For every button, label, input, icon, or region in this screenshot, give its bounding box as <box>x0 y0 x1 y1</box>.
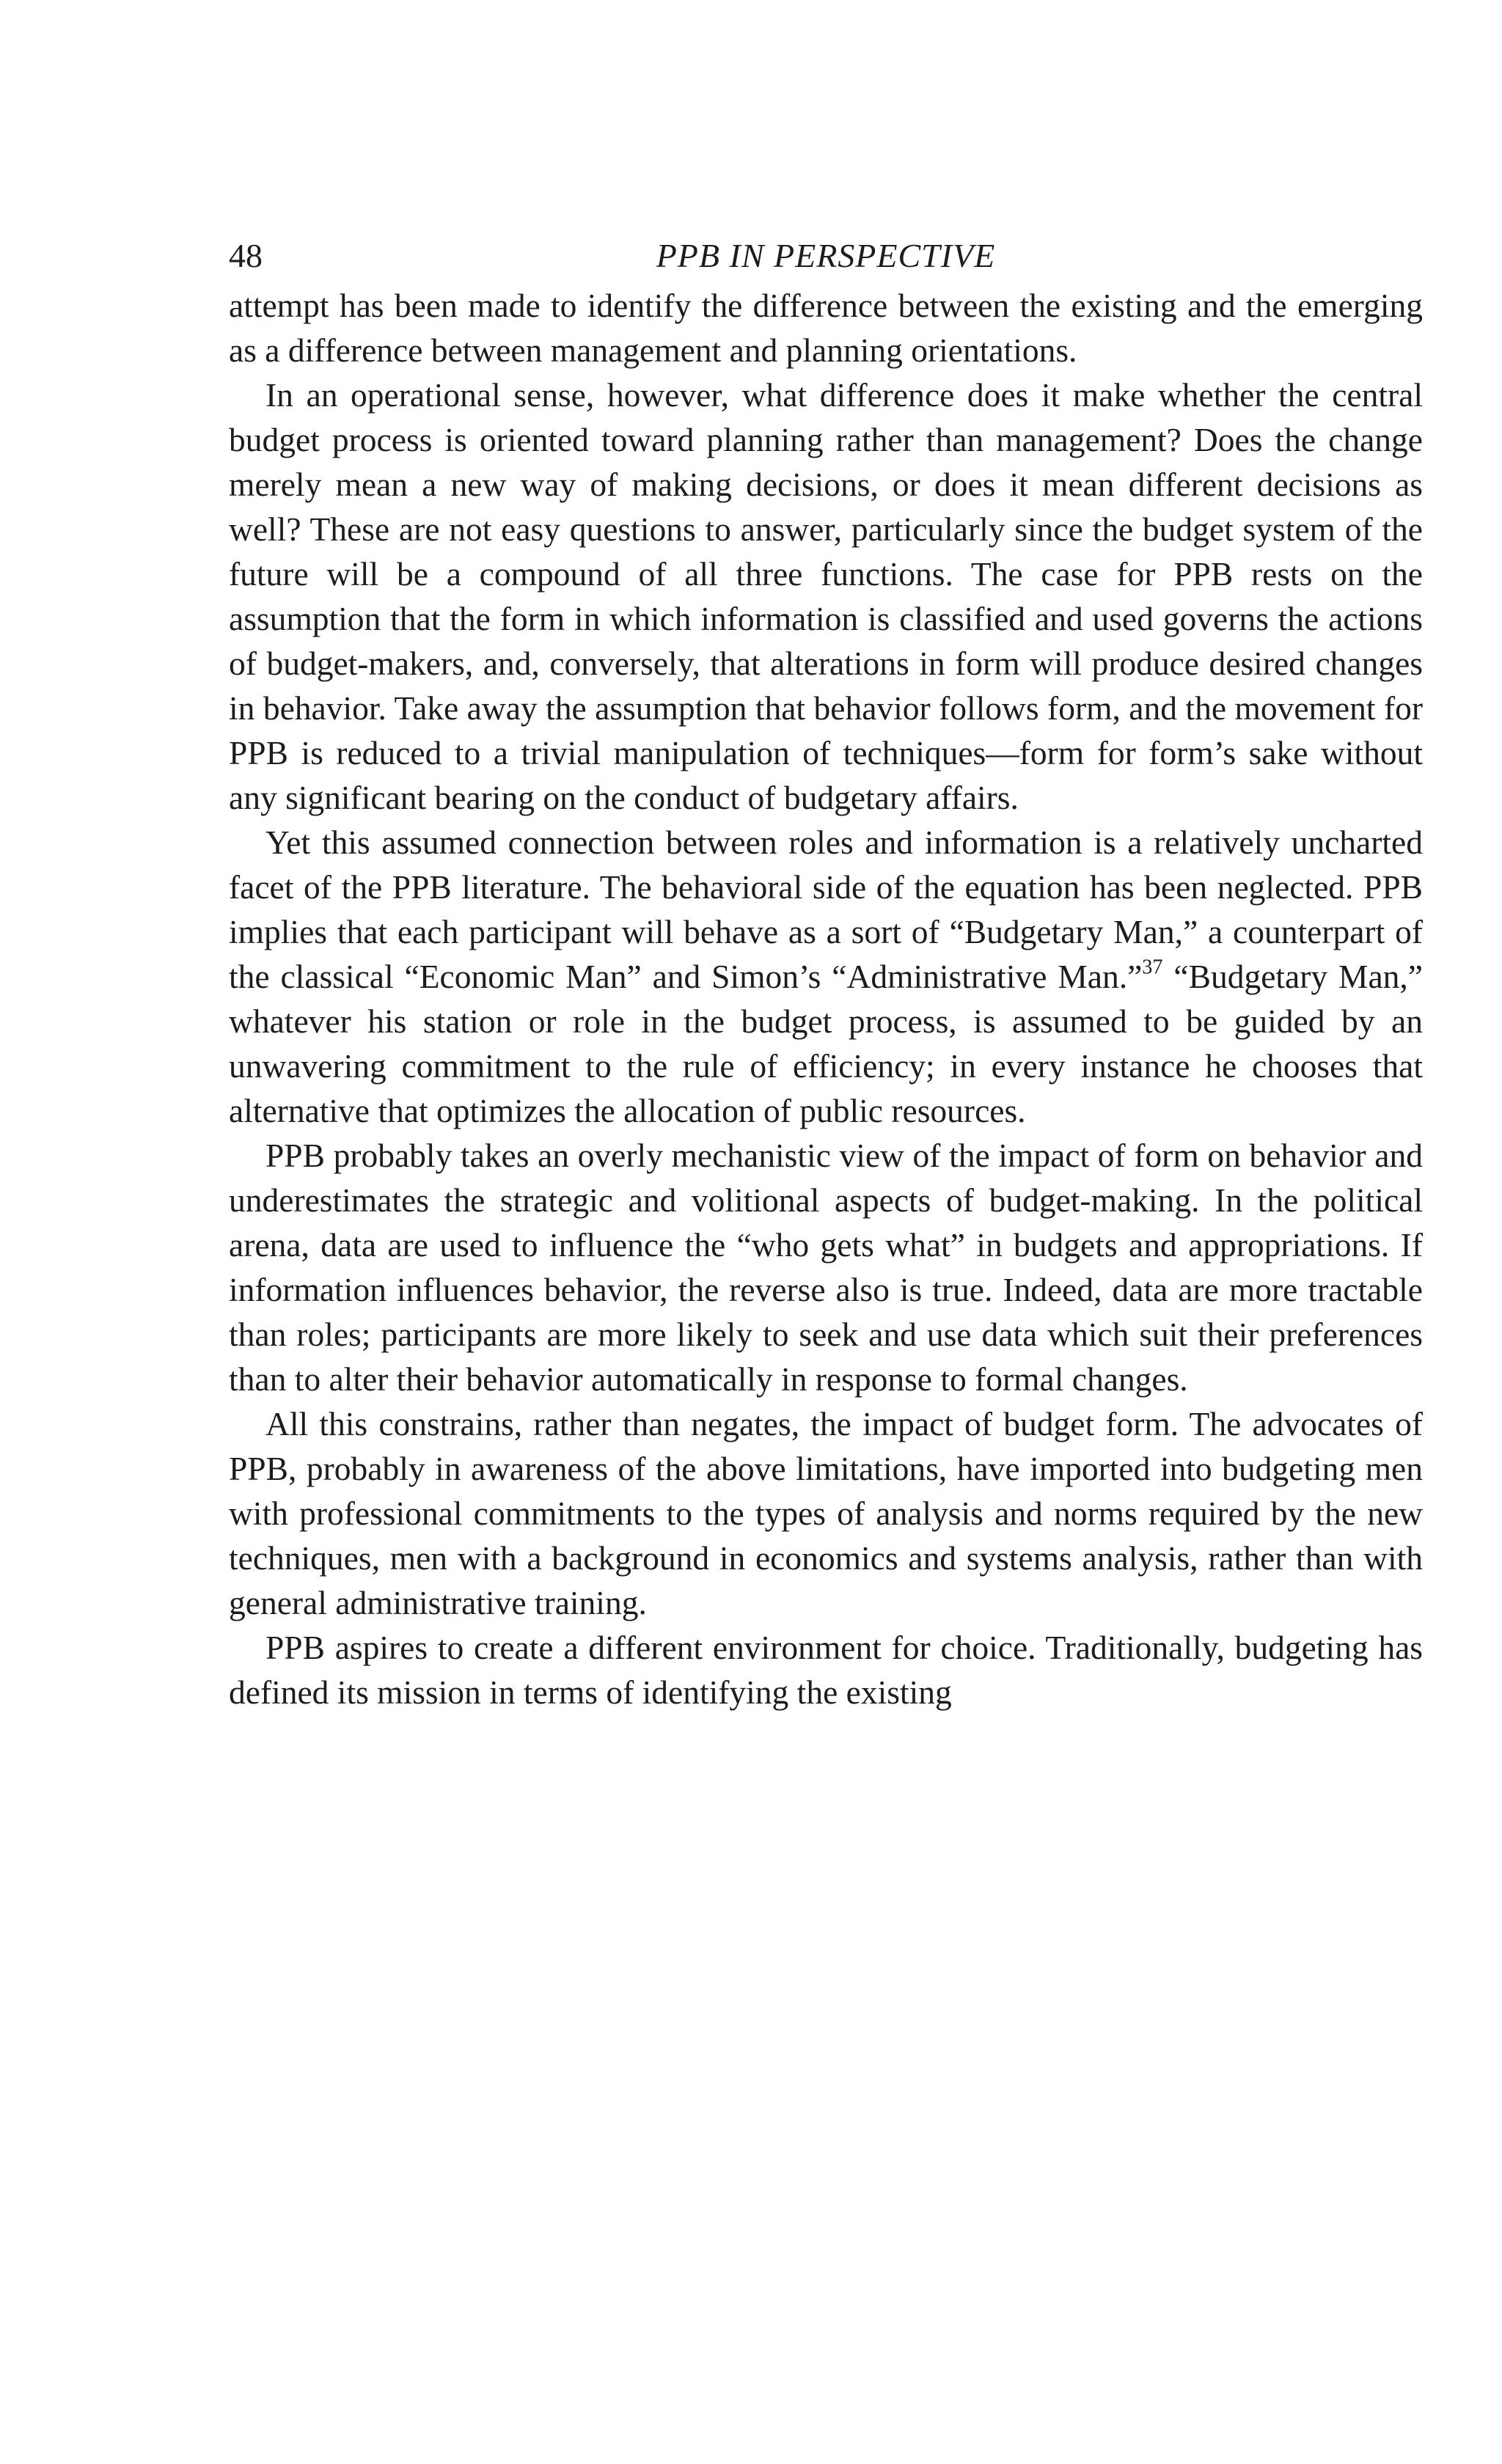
paragraph-budgetary-man <box>229 820 1423 1133</box>
book-page <box>229 220 1423 1715</box>
paragraph-budget-form: All this constrains, rather than negates, the impact of budget form. The advocates of PPB, probably in awareness of the above limitations, have imported into budgeting men with professional commitments to the types of analysis and norms required by the new techniques, men with a background in economics and systems analysis, rather than with general administrative training. <box>229 1405 1423 1621</box>
running-head <box>229 220 1423 279</box>
paragraph-text: “Budgetary Man,” whatever his station or role in the budget process, is assumed to be guided by an unwavering commitment to the rule of efficiency; in every instance he chooses that alternative that optimizes the allocation of public resources. <box>229 958 1424 1129</box>
paragraph-environment-for-choice: PPB aspires to create a different environment for choice. Traditionally, budgeting has defined its mission in terms of identifying the existing <box>229 1629 1423 1711</box>
page-number: 48 <box>229 237 263 274</box>
footnote-reference: 37 <box>1142 956 1163 979</box>
paragraph-continuation: attempt has been made to identify the difference between the existing and the emerging as a difference between management and planning orientations. <box>229 287 1423 369</box>
paragraph-text: Yet this assumed connection between roles and information is a relatively uncharted facet of the PPB literature. The behavioral side of the equation has been neglected. PPB implies that each participant will behave as a sort of “Budgetary Man,” a counterpart of the classical “Economic Man” and Simon’s “Administrative Man.” <box>229 824 1423 995</box>
paragraph-operational-sense: In an operational sense, however, what difference does it make whether the central budget process is oriented toward planning rather than management? Does the change merely mean a new way of making decisions, or does it mean different decisions as well? These are not easy questions to answer, particularly since the budget system of the future will be a compound of all three functions. The case for PPB rests on the assumption that the form in which information is classified and used governs the actions of budget-makers, and, conversely, that alterations in form will produce desired changes in behavior. Take away the assumption that behavior follows form, and the movement for PPB is reduced to a trivial manipulation of techniques—form for form’s sake without any significant bearing on the conduct of budgetary affairs. <box>229 376 1423 816</box>
paragraph-mechanistic-view: PPB probably takes an overly mechanistic view of the impact of form on behavior and underestimates the strategic and volitional aspects of budget-making. In the political arena, data are used to influence the “who gets what” in budgets and appropriations. If information influences behavior, the reverse also is true. Indeed, data are more tractable than roles; participants are more likely to seek and use data which suit their preferences than to alter their behavior automatically in response to formal changes. <box>229 1137 1423 1398</box>
body-text <box>229 283 1423 1715</box>
running-title: PPB IN PERSPECTIVE <box>656 237 996 274</box>
